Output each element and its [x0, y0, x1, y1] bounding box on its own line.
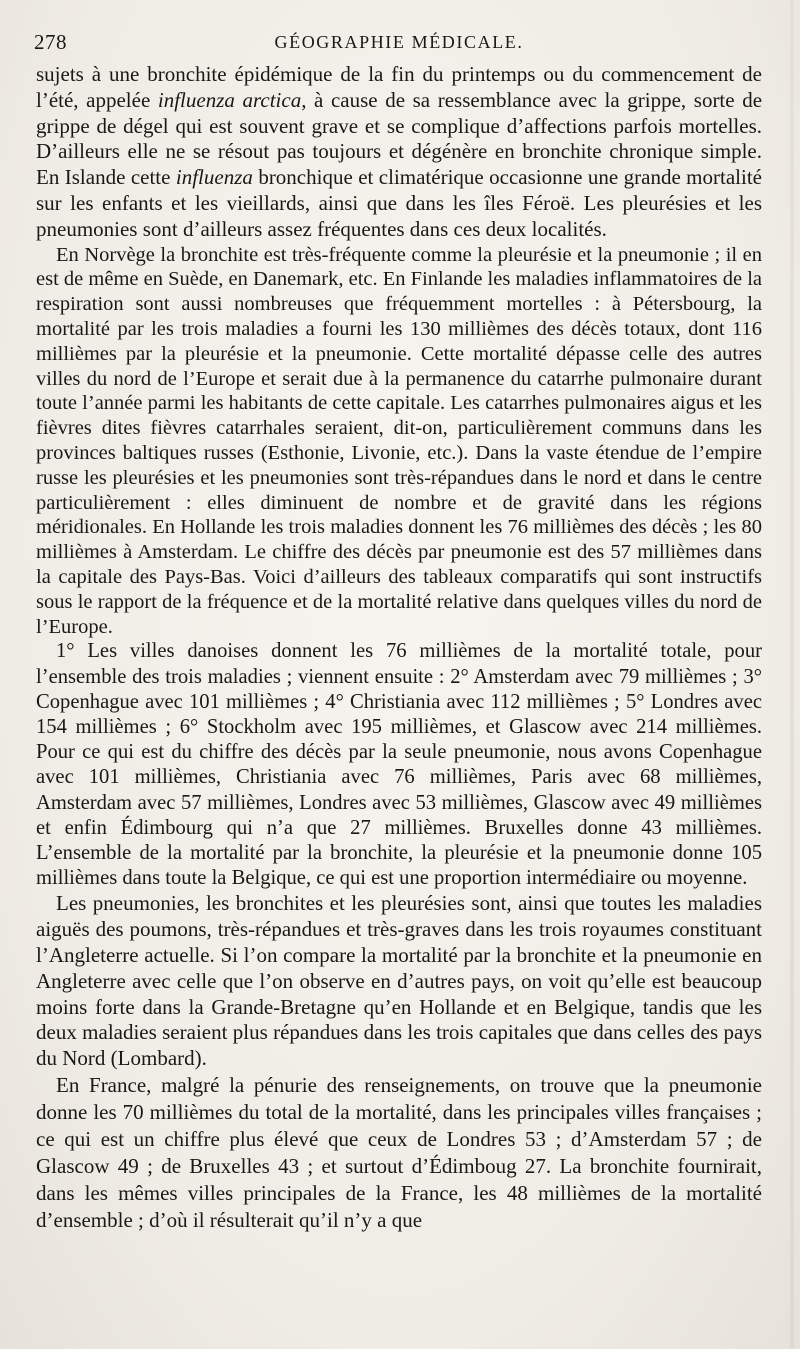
running-title: GÉOGRAPHIE MÉDICALE. — [274, 32, 524, 52]
paragraph-1-part-3: bronchique et climatérique occasionne une grande mortalité sur les enfants et les vieillards, ainsi que dans les îles Féroë. Les pleurésies et les pneumonies sont d’ailleurs assez fréquentes dans ces deux localités. — [36, 165, 762, 241]
page-header — [34, 30, 764, 56]
paragraph-1-italic-1: influenza arctica — [157, 87, 302, 112]
paragraph-5: En France, malgré la pénurie des renseignements, on trouve que la pneumonie donne les 70 millièmes du total de la mortalité, dans les principales villes françaises ; ce qui est un chiffre plus élevé que ceux de Londres 53 ; d’Amsterdam 57 ; de Glascow 49 ; de Bruxelles 43 ; et surtout d’Édimboug 27. La bronchite fournirait, dans les mêmes villes principales de la France, les 48 millièmes de la mortalité d’ensemble ; d’où il résulterait qu’il n’y a que — [36, 1072, 762, 1232]
paragraph-1-part-1: sujets à une bronchite épidémique de la fin du printemps ou du commencement de l’été, appelée — [36, 62, 762, 112]
paragraph-2: En Norvège la bronchite est très-fréquente comme la pleurésie et la pneumonie ; il en est de même en Suède, en Danemark, etc. En Finlande les maladies inflammatoires de la respiration sont aussi nombreuses que fréquemment mortelles : à Pétersbourg, la mortalité par les trois maladies a fourni les 130 millièmes des décès totaux, dont 116 millièmes par la pleurésie et la pneumonie. Cette mortalité dépasse celle des autres villes du nord de l’Europe et serait due à la permanence du catarrhe pulmonaire durant toute l’année parmi les habitants de cette capitale. Les catarrhes pulmonaires aigus et les fièvres dites fièvres catarrhales seraient, dit-on, particulièrement communs dans les provinces baltiques russes (Esthonie, Livonie, etc.). Dans la vaste étendue de l’empire russe les pleurésies et les pneumonies sont très-répandues dans le nord et dans le centre particulièrement : elles diminuent de nombre et de gravité dans les régions méridionales. En Hollande les trois maladies donnent les 76 millièmes des décès ; les 80 millièmes à Amsterdam. Le chiffre des décès par pneumonie est des 57 millièmes dans la capitale des Pays-Bas. Voici d’ailleurs des tableaux comparatifs qui sont instructifs sous le rapport de la fréquence et de la mortalité relative dans quelques villes du nord de l’Europe. — [36, 243, 762, 638]
scan-edge-shadow — [790, 0, 794, 1349]
page-number: 278 — [34, 30, 67, 54]
body-text — [36, 62, 762, 1234]
paragraph-1-part-2: , à cause de sa ressemblance avec la grippe, sorte de grippe de dégel qui est souvent grave et se complique d’affections parfois mortelles. D’ailleurs elle ne se résout pas toujours et dégénère en bronchite chronique simple. En Islande cette — [36, 87, 763, 190]
paragraph-4: Les pneumonies, les bronchites et les pleurésies sont, ainsi que toutes les maladies aiguës des poumons, très-répandues et très-graves dans les trois royaumes constituant l’Angleterre actuelle. Si l’on compare la mortalité par la bronchite et la pneumonie en Angleterre avec celle que l’on observe en d’autres pays, on voit qu’elle est beaucoup moins forte dans la Grande-Bretagne qu’en Hollande et en Belgique, tandis que les deux maladies seraient plus répandues dans les trois capitales que dans celles des pays du Nord (Lombard). — [36, 891, 762, 1071]
paragraph-3: 1° Les villes danoises donnent les 76 millièmes de la mortalité totale, pour l’ensemble des trois maladies ; viennent ensuite : 2° Amsterdam avec 79 millièmes ; 3° Copenhague avec 101 millièmes ; 4° Christiania avec 112 millièmes ; 5° Londres avec 154 millièmes ; 6° Stockholm avec 195 millièmes, et Glascow avec 214 millièmes. Pour ce qui est du chiffre des décès par la seule pneumonie, nous avons Copenhague avec 101 millièmes, Christiania avec 76 millièmes, Paris avec 68 millièmes, Amsterdam avec 57 millièmes, Londres avec 53 millièmes, Glascow avec 49 millièmes et enfin Édimbourg qui n’a que 27 millièmes. Bruxelles donne 43 millièmes. L’ensemble de la mortalité par la bronchite, la pleurésie et la pneumonie donne 105 millièmes dans toute la Belgique, ce qui est une proportion intermédiaire ou moyenne. — [36, 640, 762, 890]
paragraph-1-italic-2: influenza — [175, 165, 253, 190]
paragraph-1 — [36, 62, 762, 243]
